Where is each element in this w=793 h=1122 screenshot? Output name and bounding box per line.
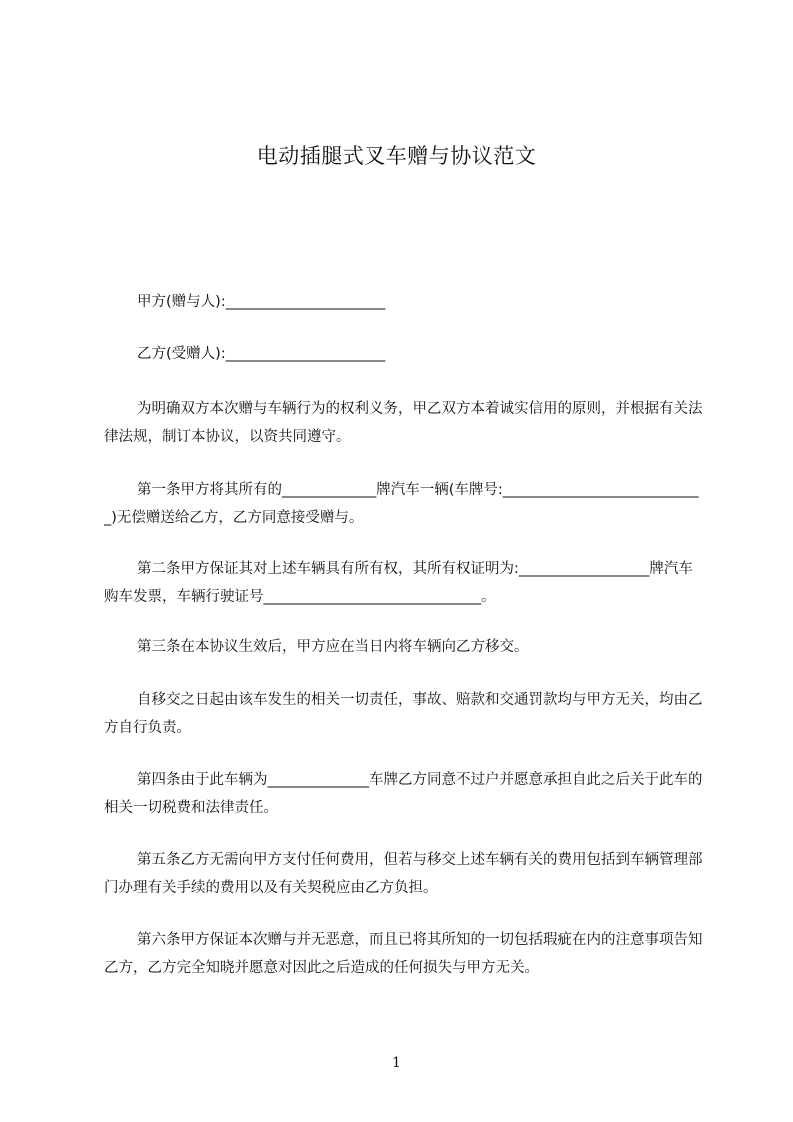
party-a-line: 甲方(赠与人):______________________ — [137, 294, 386, 310]
document-title: 电动插腿式叉车赠与协议范文 — [256, 144, 537, 168]
article-4-paragraph: 第四条由于此车辆为______________车牌乙方同意不过户并愿意承担自此之后关于此车的相关一切税费和法律责任。 — [104, 772, 703, 816]
page-number: 1 — [392, 1055, 401, 1071]
article-6-paragraph: 第六条甲方保证本次赠与并无恶意，而且已将其所知的一切包括瑕疵在内的注意事项告知乙方，乙方完全知晓并愿意对因此之后造成的任何损失与甲方无关。 — [104, 932, 703, 976]
article-1-paragraph: 第一条甲方将其所有的_____________牌汽车一辆(车牌号:____________________________)无偿赠送给乙方，乙方同意接受赠与。 — [104, 482, 699, 526]
party-b-line: 乙方(受赠人):______________________ — [137, 346, 386, 362]
article-5-paragraph: 第五条乙方无需向甲方支付任何费用，但若与移交上述车辆有关的费用包括到车辆管理部门办理有关手续的费用以及有关契税应由乙方负担。 — [104, 852, 703, 896]
article-2-paragraph: 第二条甲方保证其对上述车辆具有所有权，其所有权证明为:__________________牌汽车购车发票，车辆行驶证号______________________________。 — [104, 561, 693, 605]
liability-paragraph: 自移交之日起由该车发生的相关一切责任，事故、赔款和交通罚款均与甲方无关，均由乙方自行负责。 — [104, 692, 703, 736]
preamble-paragraph: 为明确双方本次赠与车辆行为的权利义务，甲乙双方本着诚实信用的原则，并根据有关法律法规，制订本协议，以资共同遵守。 — [104, 401, 703, 445]
article-3-paragraph: 第三条在本协议生效后，甲方应在当日内将车辆向乙方移交。 — [137, 639, 529, 655]
